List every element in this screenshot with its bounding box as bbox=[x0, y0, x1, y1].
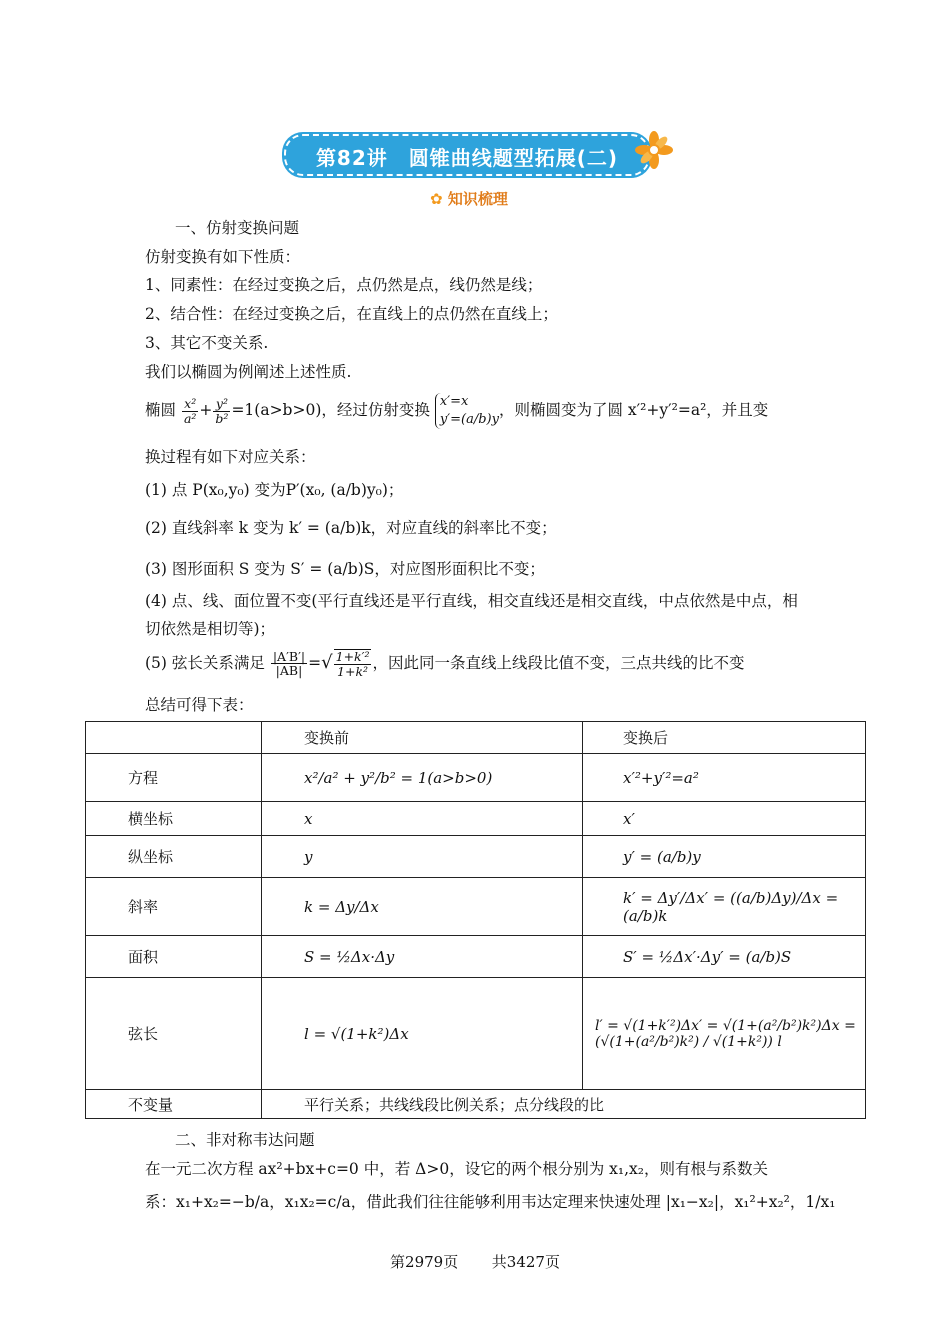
row-label: 不变量 bbox=[86, 1090, 262, 1119]
section-heading: ✿ 知识梳理 bbox=[430, 190, 508, 208]
table-header-row bbox=[86, 722, 866, 754]
paragraph: 总结可得下表： bbox=[145, 696, 254, 714]
paragraph: 切依然是相切等)； bbox=[145, 620, 276, 638]
chord-ratio: $\frac{|A'B'|}{|AB|}$ bbox=[272, 648, 306, 679]
paragraph: 3、其它不变关系. bbox=[145, 334, 269, 352]
cell-after: x′ bbox=[583, 802, 866, 836]
cell-before: l = √(1+k²)Δx bbox=[262, 978, 583, 1090]
comparison-table bbox=[85, 721, 866, 1119]
table-row bbox=[86, 878, 866, 936]
paragraph: 1、同素性：在经过变换之后，点仍然是点，线仍然是线； bbox=[145, 276, 543, 294]
paragraph: 我们以椭圆为例阐述上述性质. bbox=[145, 363, 352, 381]
cell-before: x²/a² + y²/b² = 1(a>b>0) bbox=[262, 754, 583, 802]
page-title: 第82讲 圆锥曲线题型拓展(二) bbox=[315, 146, 619, 170]
heading-affine: 一、仿射变换问题 bbox=[175, 219, 300, 237]
cell-before: y bbox=[262, 836, 583, 878]
cell-after: l′ = √(1+k′²)Δx′ = √(1+(a²/b²)k²)Δx = (√(1+(a²/b²)k²) / √(1+k²)) l bbox=[583, 978, 866, 1090]
table-header-cell bbox=[86, 722, 262, 754]
row-label: 弦长 bbox=[86, 978, 262, 1090]
frac-x2-a2: $\frac{\text{x²}}{\text{a²}}$ bbox=[183, 395, 197, 426]
table-row bbox=[86, 754, 866, 802]
property-5: (5) 弦长关系满足 $\frac{|A'B'|}{|AB|}$ =√ $\frac{\text{1+k′²}}{\text{1+k²}}$ ，因此同一条直线上线段比值不变，三点共线的比不变 bbox=[145, 648, 745, 679]
paragraph: 仿射变换有如下性质： bbox=[145, 248, 301, 266]
cell-after: x′²+y′²=a² bbox=[583, 754, 866, 802]
title-banner bbox=[284, 134, 650, 176]
property-3: (3) 图形面积 S 变为 S′ = (a/b)S，对应图形面积比不变； bbox=[145, 560, 545, 578]
row-label: 斜率 bbox=[86, 878, 262, 936]
cell-before: S = ½Δx·Δy bbox=[262, 936, 583, 978]
row-label: 纵坐标 bbox=[86, 836, 262, 878]
table-row bbox=[86, 1090, 866, 1119]
page-total: 共3427页 bbox=[491, 1253, 560, 1271]
row-label: 方程 bbox=[86, 754, 262, 802]
paragraph: 2、结合性：在经过变换之后，在直线上的点仍然在直线上； bbox=[145, 305, 558, 323]
page-number: 第2979页 bbox=[390, 1253, 459, 1271]
paragraph: 在一元二次方程 ax²+bx+c=0 中，若 Δ>0，设它的两个根分别为 x₁,x₂，则有根与系数关 bbox=[145, 1160, 768, 1178]
paragraph: 换过程有如下对应关系： bbox=[145, 448, 316, 466]
sqrt-ratio: $\frac{\text{1+k′²}}{\text{1+k²}}$ bbox=[335, 649, 370, 679]
ellipse-paragraph: 椭圆 $\frac{\text{x²}}{\text{a²}}$ + $\frac{\text{y²}}{\text{b²}}$ =1(a>b>0)，经过仿射变换 x′=x y′=(a/b)y，则椭圆变为了圆 x′²+y′²=a²，并且变 bbox=[145, 393, 768, 429]
row-label: 横坐标 bbox=[86, 802, 262, 836]
property-2: (2) 直线斜率 k 变为 k′ = (a/b)k，对应直线的斜率比不变； bbox=[145, 519, 557, 537]
cell-before: x bbox=[262, 802, 583, 836]
flower-icon bbox=[628, 128, 676, 174]
frac-y2-b2: $\frac{\text{y²}}{\text{b²}}$ bbox=[215, 395, 229, 426]
paragraph: 系：x₁+x₂=−b/a，x₁x₂=c/a，借此我们往往能够利用韦达定理来快速处理 |x₁−x₂|，x₁²+x₂²，1/x₁ bbox=[145, 1193, 836, 1211]
cell-after: k′ = Δy′/Δx′ = ((a/b)Δy)/Δx = (a/b)k bbox=[583, 878, 866, 936]
cell-after: S′ = ½Δx′·Δy′ = (a/b)S bbox=[583, 936, 866, 978]
row-label: 面积 bbox=[86, 936, 262, 978]
heading-vieta: 二、非对称韦达问题 bbox=[175, 1131, 315, 1149]
property-1: (1) 点 P(x₀,y₀) 变为P′(x₀, (a/b)y₀)； bbox=[145, 481, 404, 499]
table-header-cell: 变换前 bbox=[262, 722, 583, 754]
cell-invariants: 平行关系；共线线段比例关系；点分线段的比 bbox=[262, 1090, 866, 1119]
table-row bbox=[86, 802, 866, 836]
affine-system: x′=x y′=(a/b)y bbox=[435, 393, 499, 429]
property-4: (4) 点、线、面位置不变(平行直线还是平行直线，相交直线还是相交直线，中点依然是中点，相 bbox=[145, 592, 798, 610]
cell-after: y′ = (a/b)y bbox=[583, 836, 866, 878]
cell-before: k = Δy/Δx bbox=[262, 878, 583, 936]
page-footer bbox=[0, 1251, 950, 1272]
table-row bbox=[86, 836, 866, 878]
table-header-cell: 变换后 bbox=[583, 722, 866, 754]
flower-small-icon: ✿ bbox=[430, 190, 443, 208]
table-row bbox=[86, 936, 866, 978]
table-row bbox=[86, 978, 866, 1090]
